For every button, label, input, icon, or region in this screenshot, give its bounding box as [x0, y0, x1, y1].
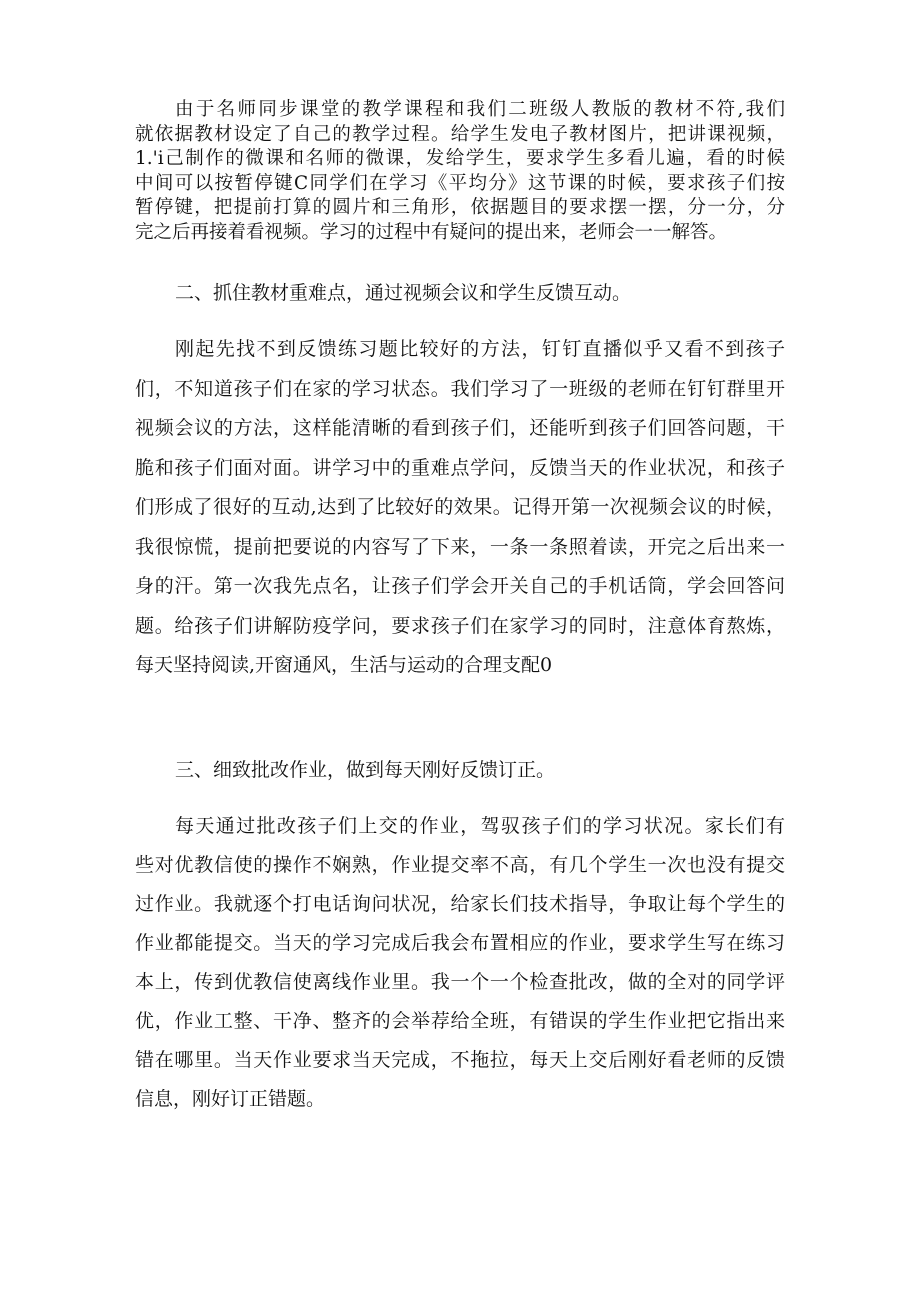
paragraph-line: 身的汗。第一次我先点名，让孩子们学会开关自己的手机话筒，学会回答问	[135, 575, 785, 597]
paragraph-line: 题。给孩子们讲解防疫学问，要求孩子们在家学习的同时，注意体育熬炼，	[135, 614, 785, 637]
paragraph-line: 每天坚持阅读,开窗通风，生活与运动的合理支配0	[135, 654, 553, 676]
paragraph-line: 中间可以按暂停键C同学们在学习《平均分》这节课的时候，要求孩子们按	[135, 172, 785, 194]
paragraph-line: 暂停键，把提前打算的圆片和三角形，依据题目的要求摆一摆，分一分，分	[135, 197, 785, 218]
paragraph-line: 们，不知道孩子们在家的学习状态。我们学习了一班级的老师在钉钉群里开	[135, 377, 785, 400]
paragraph-line: 每天通过批改孩子们上交的作业，驾驭孩子们的学习状况。家长们有	[175, 815, 785, 837]
paragraph-line: 们形成了很好的互动,达到了比较好的效果。记得开第一次视频会议的时候，	[135, 496, 785, 518]
paragraph-line: 刚起先找不到反馈练习题比较好的方法，钉钉直播似乎又看不到孩子	[175, 338, 785, 360]
paragraph-line: 错在哪里。当天作业要求当天完成，不拖拉，每天上交后刚好看老师的反馈	[135, 1049, 785, 1071]
section-heading-text: 二、抓住教材重难点，通过视频会议和学生反馈互动。	[175, 282, 632, 304]
paragraph-3	[135, 807, 785, 1119]
paragraph-line: 优，作业工整、干净、整齐的会举荐给全班，有错误的学生作业把它指出来	[135, 1010, 785, 1032]
paragraph-1	[135, 98, 785, 245]
paragraph-line: 过作业。我就逐个打电话询问状况，给家长们技术指导，争取让每个学生的	[135, 893, 785, 915]
section-heading-3	[135, 755, 785, 785]
section-heading-2	[135, 278, 785, 308]
paragraph-line: 些对优教信使的操作不娴熟，作业提交率不高，有几个学生一次也没有提交	[135, 854, 785, 876]
paragraph-line: 完之后再接着看视频。学习的过程中有疑问的提出来，老师会一一解答。	[135, 221, 728, 243]
paragraph-line: 由于名师同步课堂的教学课程和我们二班级人教版的教材不符,我们	[175, 99, 785, 120]
paragraph-2	[135, 330, 785, 686]
paragraph-line: 本上，传到优教信使离线作业里。我一个一个检查批改，做的全对的同学评	[135, 971, 785, 993]
paragraph-line: 1.'i己制作的微课和名师的微课，发给学生，要求学生多看儿遍，看的时候	[135, 148, 785, 169]
paragraph-line: 我很惊慌，提前把要说的内容写了下来，一条一条照着读，开完之后出来一	[135, 535, 785, 558]
section-heading-text: 三、细致批改作业，做到每天刚好反馈订正。	[175, 759, 556, 781]
paragraph-line: 信息，刚好订正错题。	[135, 1088, 326, 1110]
paragraph-line: 视频会议的方法，这样能清晰的看到孩子们，还能听到孩子们回答问题，干	[135, 417, 785, 439]
paragraph-line: 就依据教材设定了自己的教学过程。给学生发电子教材图片，把讲课视频，	[135, 123, 785, 145]
paragraph-line: 作业都能提交。当天的学习完成后我会布置相应的作业，要求学生写在练习	[135, 932, 785, 954]
paragraph-line: 脆和孩子们面对面。讲学习中的重难点学问，反馈当天的作业状况，和孩子	[135, 456, 785, 479]
